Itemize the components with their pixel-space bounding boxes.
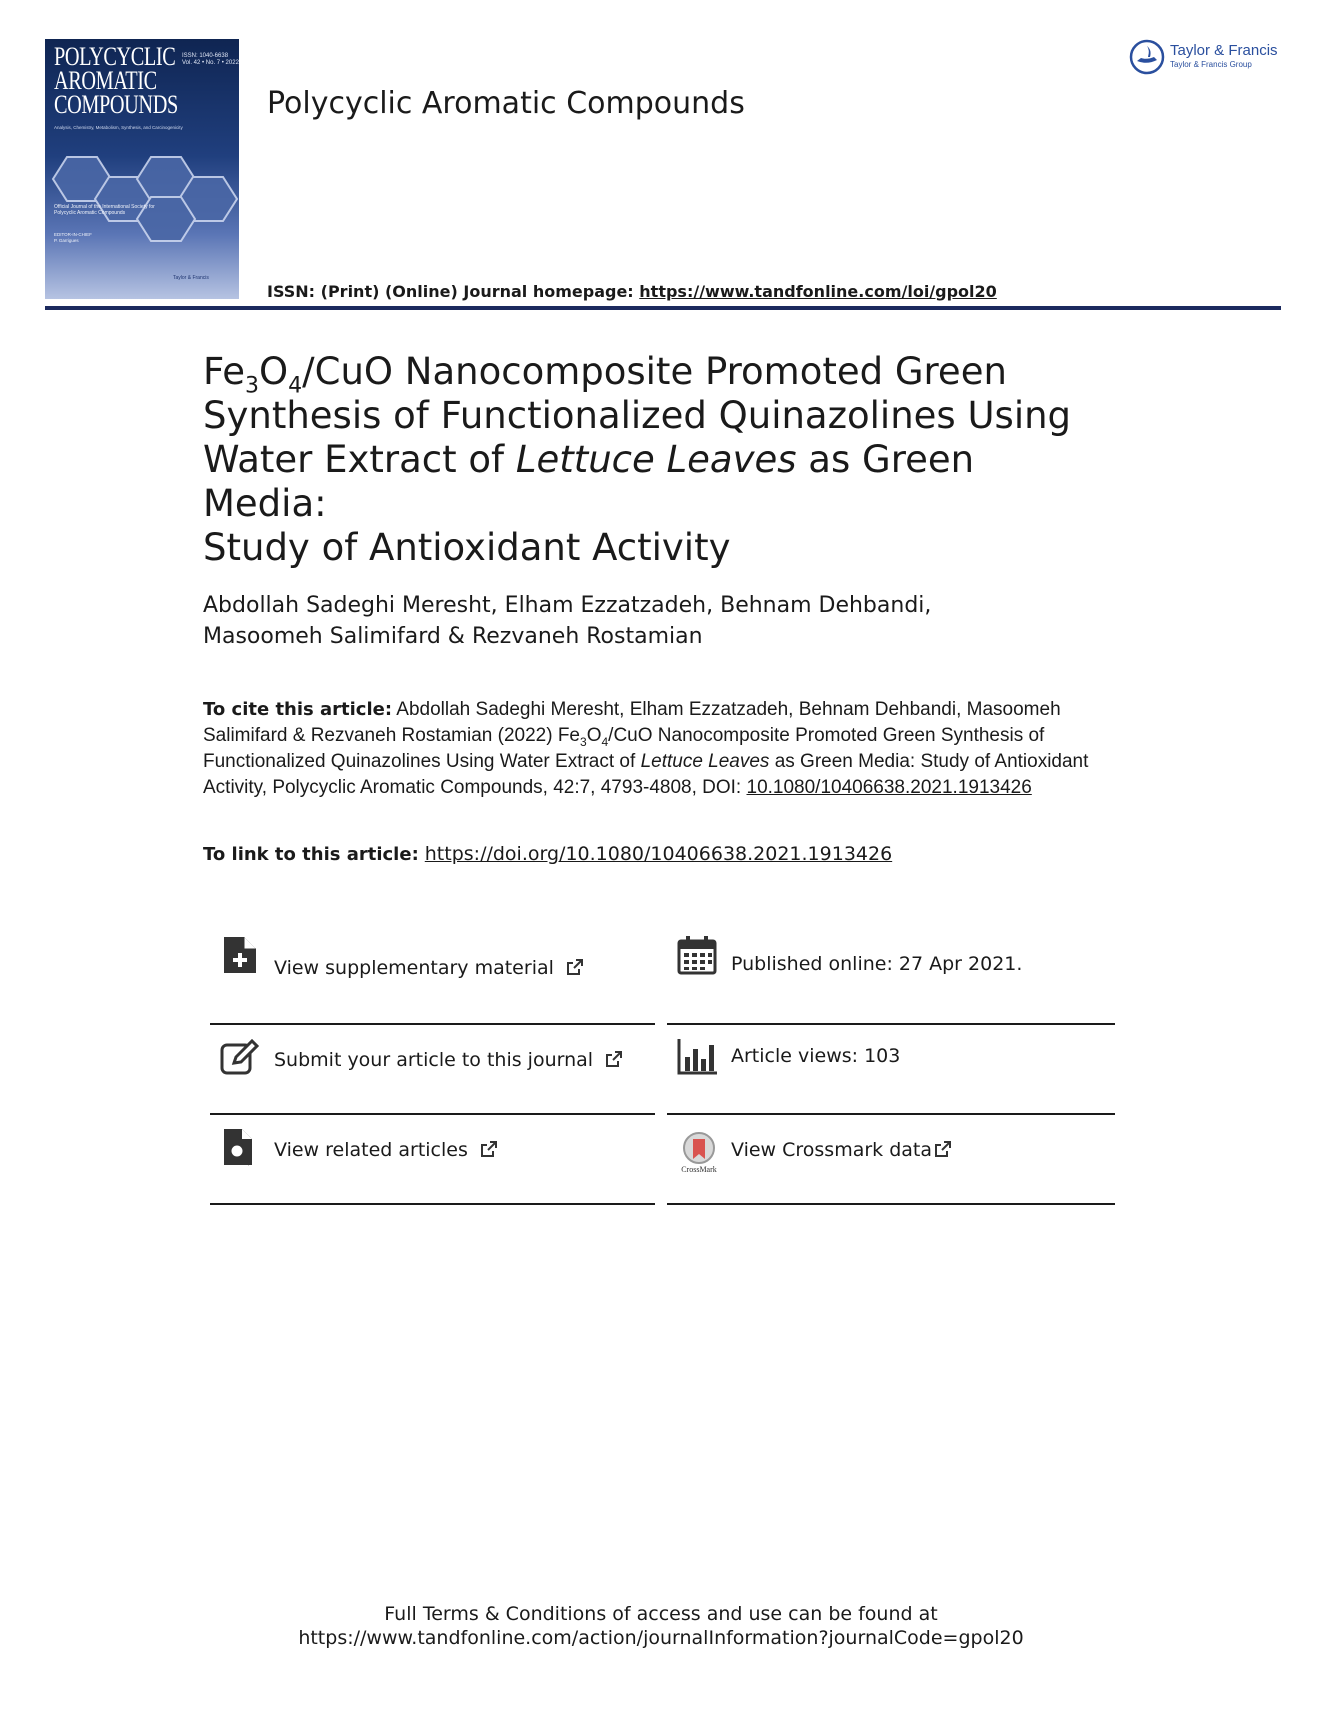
- cover-title-line: COMPOUNDS: [54, 90, 178, 119]
- article-views-text: Article views: 103: [731, 1045, 901, 1067]
- citation-doi-link[interactable]: 10.1080/10406638.2021.1913426: [746, 777, 1032, 798]
- cover-official: Official Journal of the International Society for Polycyclic Aromatic Compounds: [54, 204, 155, 216]
- document-search-icon: [220, 1127, 260, 1167]
- external-link-icon: [566, 958, 584, 976]
- cover-issn-text: ISSN: 1040-6638: [182, 53, 229, 59]
- cover-title-line: AROMATIC: [54, 66, 157, 95]
- crossmark-cell[interactable]: [667, 1115, 1115, 1205]
- cell-divider: [210, 1203, 655, 1205]
- issn-label: ISSN: (Print) (Online) Journal homepage:: [267, 282, 640, 301]
- submit-label: Submit your article to this journal: [274, 1049, 594, 1071]
- article-doi-link[interactable]: https://doi.org/10.1080/10406638.2021.1913426: [424, 843, 893, 865]
- calendar-icon: [677, 935, 717, 975]
- citation-text: O: [586, 725, 602, 746]
- published-online-text: Published online: 27 Apr 2021.: [731, 953, 1023, 975]
- title-text: Fe: [203, 350, 246, 393]
- external-link-icon: [934, 1140, 952, 1158]
- crossmark-caption: CrossMark: [681, 1165, 717, 1174]
- title-text: Study of Antioxidant Activity: [203, 526, 731, 569]
- crossmark-link[interactable]: [731, 1139, 952, 1161]
- publisher-name: Taylor & Francis: [1170, 42, 1278, 59]
- crossmark-label: View Crossmark data: [731, 1139, 933, 1161]
- authors: [203, 590, 1103, 652]
- citation-text: /CuO Nanocomposite Promoted Green Synthesis of Functionalized Quinazolines Using Water Extract of: [203, 725, 1045, 772]
- title-text: /CuO Nanocomposite Promoted Green: [302, 350, 1007, 393]
- article-link-line: [203, 843, 892, 865]
- citation-text: Abdollah Sadeghi Meresht, Elham Ezzatzadeh, Behnam Dehbandi, Masoomeh Salimifard & Rezvaneh Rostamian (2022) Fe: [203, 699, 1061, 746]
- authors-line: Abdollah Sadeghi Meresht, Elham Ezzatzadeh, Behnam Dehbandi,: [203, 593, 932, 618]
- submit-article-link[interactable]: [274, 1049, 623, 1071]
- cover-subtitle: Analysis, Chemistry, Metabolism, Synthesis, and Carcinogenicity: [54, 125, 183, 130]
- external-link-icon: [480, 1140, 498, 1158]
- journal-cover: [45, 39, 239, 299]
- crossmark-icon: [679, 1131, 719, 1165]
- bar-chart-icon: [677, 1037, 717, 1077]
- supplementary-material-link[interactable]: [274, 957, 584, 979]
- cover-editor-name: P. Garrigues: [54, 237, 79, 243]
- title-text: as Green Media:: [203, 438, 975, 525]
- publisher-group: Taylor & Francis Group: [1170, 60, 1252, 69]
- submit-article-cell[interactable]: [210, 1025, 655, 1115]
- footer-terms-link[interactable]: https://www.tandfonline.com/action/journalInformation?journalCode=gpol20: [298, 1627, 1024, 1649]
- title-italic: Lettuce Leaves: [515, 438, 797, 481]
- citation-text: as Green Media: Study of Antioxidant Activity, Polycyclic Aromatic Compounds, 42:7, 4793-4808, DOI:: [203, 751, 1089, 798]
- terms-footer: [0, 1602, 1322, 1650]
- title-text: O: [259, 350, 289, 393]
- cell-divider: [667, 1203, 1115, 1205]
- issn-line: [267, 282, 997, 301]
- related-articles-cell[interactable]: [210, 1115, 655, 1205]
- cover-editor: [54, 232, 144, 243]
- related-articles-link[interactable]: [274, 1139, 498, 1161]
- file-plus-icon: [220, 935, 260, 975]
- journal-name[interactable]: Polycyclic Aromatic Compounds: [267, 86, 745, 121]
- taylor-francis-logo[interactable]: [1128, 38, 1288, 78]
- cover-title: [54, 42, 178, 119]
- citation: [203, 697, 1123, 801]
- cover-volume: Vol. 42 • No. 7 • 2022: [182, 60, 239, 66]
- article-views-cell: [667, 1025, 1115, 1115]
- cover-publisher: Taylor & Francis: [173, 275, 209, 281]
- footer-text: Full Terms & Conditions of access and use can be found at: [384, 1603, 938, 1625]
- external-link-icon: [605, 1050, 623, 1068]
- citation-subscript: 4: [601, 734, 609, 749]
- citation-italic: Lettuce Leaves: [640, 751, 770, 772]
- published-online-cell: [667, 935, 1115, 1025]
- authors-line: Masoomeh Salimifard & Rezvaneh Rostamian: [203, 624, 703, 649]
- journal-homepage-link[interactable]: https://www.tandfonline.com/loi/gpol20: [639, 282, 997, 301]
- supplementary-material-cell[interactable]: [210, 935, 655, 1025]
- title-text: Water Extract of: [203, 438, 516, 481]
- header-rule: [45, 306, 1281, 310]
- citation-label: To cite this article:: [203, 699, 393, 720]
- related-label: View related articles: [274, 1139, 468, 1161]
- crossmark-logo: [677, 1131, 721, 1177]
- title-text: Synthesis of Functionalized Quinazolines Using: [203, 394, 1072, 437]
- link-label: To link to this article:: [203, 844, 419, 865]
- title-subscript: 3: [245, 373, 260, 399]
- cover-issn: [182, 53, 239, 67]
- title-subscript: 4: [288, 373, 303, 399]
- cover-title-line: POLYCYCLIC: [54, 42, 176, 71]
- taylor-francis-lamp-icon: [1128, 38, 1166, 76]
- edit-icon: [220, 1037, 260, 1077]
- supplementary-label: View supplementary material: [274, 957, 554, 979]
- citation-subscript: 3: [580, 734, 587, 749]
- cover-editor-label: EDITOR-IN-CHIEF: [54, 232, 92, 237]
- article-title: [203, 350, 1103, 570]
